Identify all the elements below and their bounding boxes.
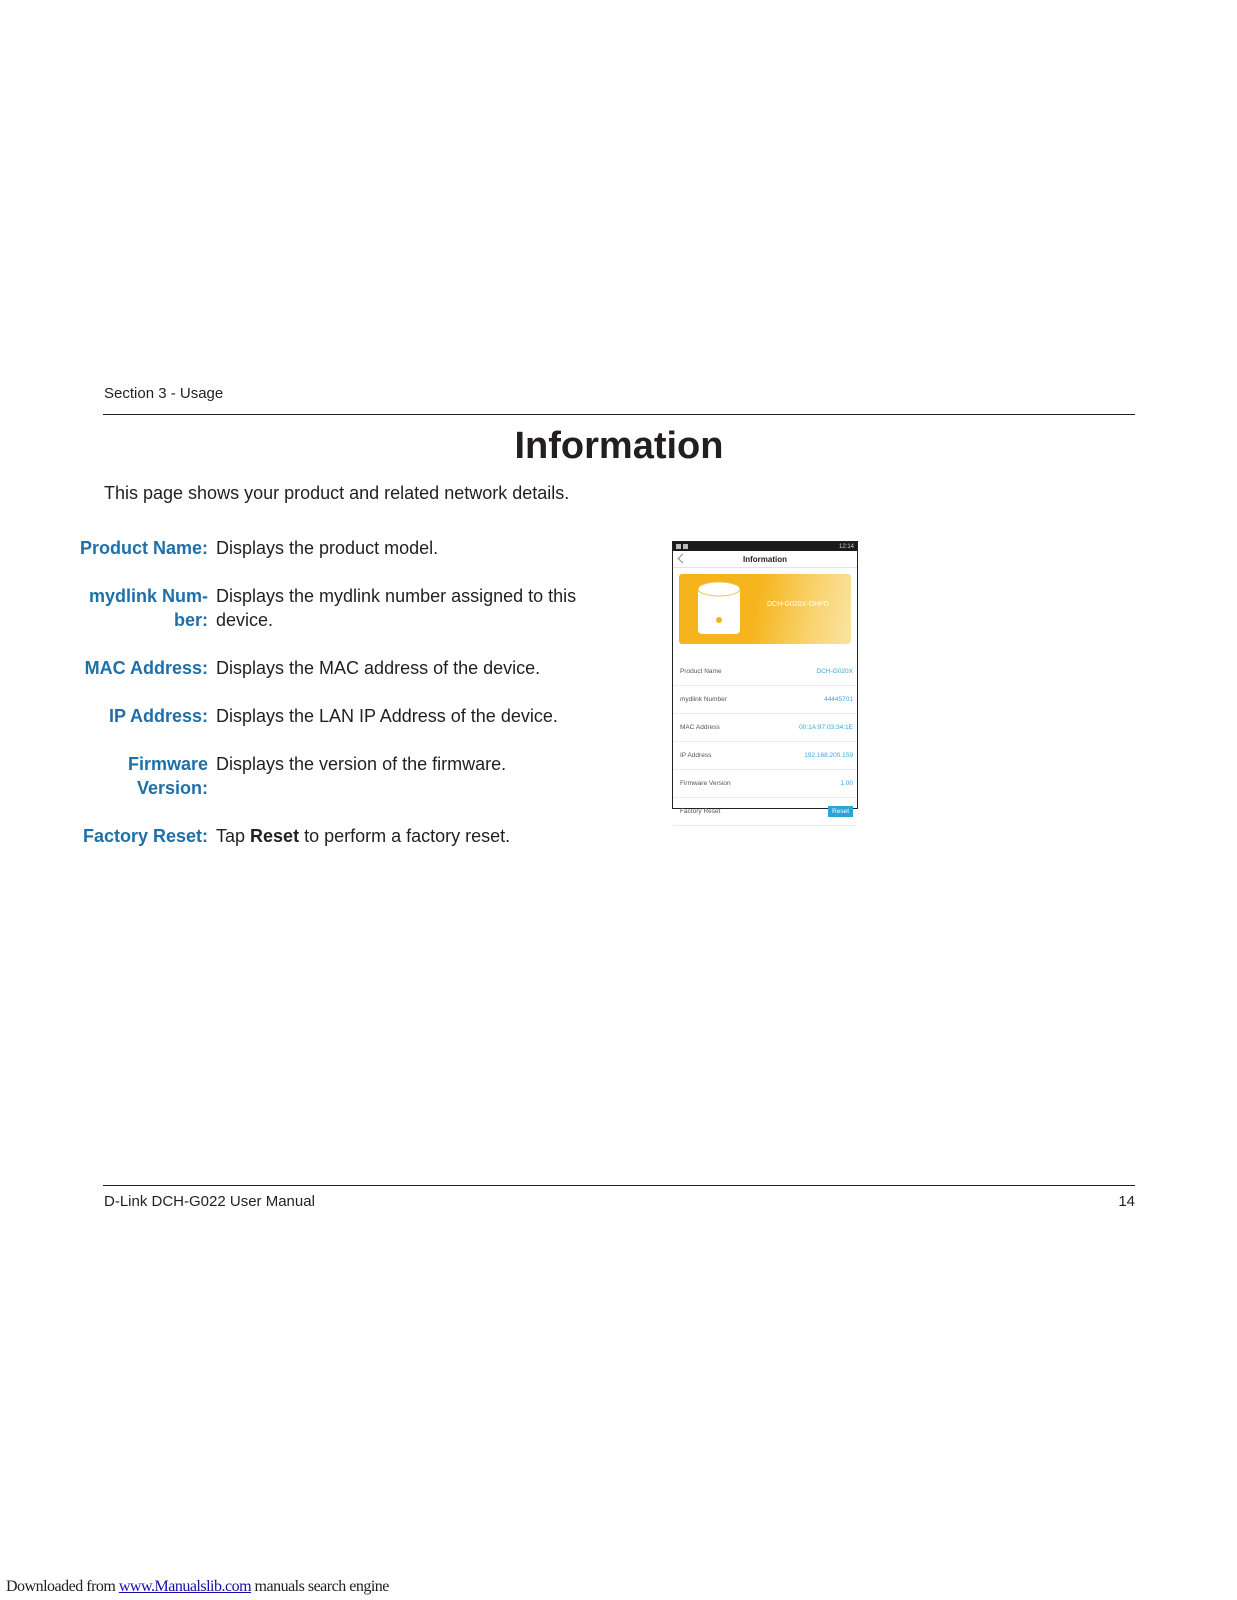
description: Displays the version of the firmware. [216, 754, 507, 774]
definition-ip-address [60, 704, 620, 728]
info-value: 1.00 [840, 780, 853, 787]
reset-button[interactable]: Reset [828, 806, 853, 817]
footer-manual-title: D-Link DCH-G022 User Manual [104, 1193, 315, 1210]
definition-mac-address [60, 656, 620, 680]
info-value: 44445701 [824, 696, 853, 703]
definition-list [60, 536, 620, 872]
description: Displays the mydlink number assigned to this device. [216, 586, 577, 630]
info-row-factory-reset [673, 798, 857, 826]
page-title: Information [514, 425, 724, 467]
app-header [673, 551, 857, 568]
info-label: Product Name [680, 668, 722, 675]
device-cylinder-icon [696, 580, 742, 638]
notification-icon [676, 544, 681, 549]
notification-icon [683, 544, 688, 549]
info-value: DCH-G020X [816, 668, 853, 675]
info-label: IP Address [680, 752, 712, 759]
term: IP Address: [108, 706, 208, 726]
term: Product Name: [79, 538, 208, 558]
info-value: 00:1A:97:03:34:1E [799, 724, 853, 731]
info-list [673, 658, 857, 826]
term: Factory Reset: [82, 826, 208, 846]
banner-model-label: DCH-G020X-OHPD [767, 601, 829, 608]
back-arrow-icon[interactable] [678, 554, 688, 564]
description: Tap Reset to perform a factory reset. [216, 826, 511, 846]
definition-factory-reset [60, 824, 620, 848]
footer-rule [103, 1185, 1135, 1186]
app-title: Information [743, 554, 787, 564]
info-label: mydlink Number [680, 696, 727, 703]
info-label: MAC Address [680, 724, 720, 731]
notification-icons [676, 544, 688, 549]
header-rule [103, 414, 1135, 415]
info-label: Firmware Version [680, 780, 731, 787]
manualslib-link[interactable]: www.Manualslib.com [118, 1578, 252, 1595]
info-row-ip-address [673, 742, 857, 770]
info-row-mac-address [673, 714, 857, 742]
definition-firmware-version [60, 752, 620, 800]
term: Firmware Version: [127, 754, 208, 798]
definition-product-name [60, 536, 620, 560]
definition-mydlink-number [60, 584, 620, 632]
info-row-firmware-version [673, 770, 857, 798]
info-value: 192.168.200.159 [804, 752, 853, 759]
info-row-product-name [673, 658, 857, 686]
term: mydlink Num- ber: [88, 586, 208, 630]
device-banner [679, 574, 851, 644]
status-time: 12:14 [838, 543, 854, 550]
status-bar [673, 542, 857, 551]
page-number: 14 [1118, 1193, 1135, 1210]
info-row-mydlink-number [673, 686, 857, 714]
intro-text: This page shows your product and related network details. [104, 483, 570, 503]
description: Displays the MAC address of the device. [216, 658, 541, 678]
app-screenshot [672, 541, 858, 815]
description: Displays the LAN IP Address of the device. [216, 706, 558, 726]
section-label: Section 3 - Usage [104, 385, 224, 402]
reset-keyword: Reset [250, 826, 300, 846]
download-note: Downloaded from www.Manualslib.com manuals search engine [6, 1578, 389, 1595]
term: MAC Address: [84, 658, 208, 678]
description: Displays the product model. [216, 538, 439, 558]
info-label: Factory Reset [680, 808, 721, 815]
